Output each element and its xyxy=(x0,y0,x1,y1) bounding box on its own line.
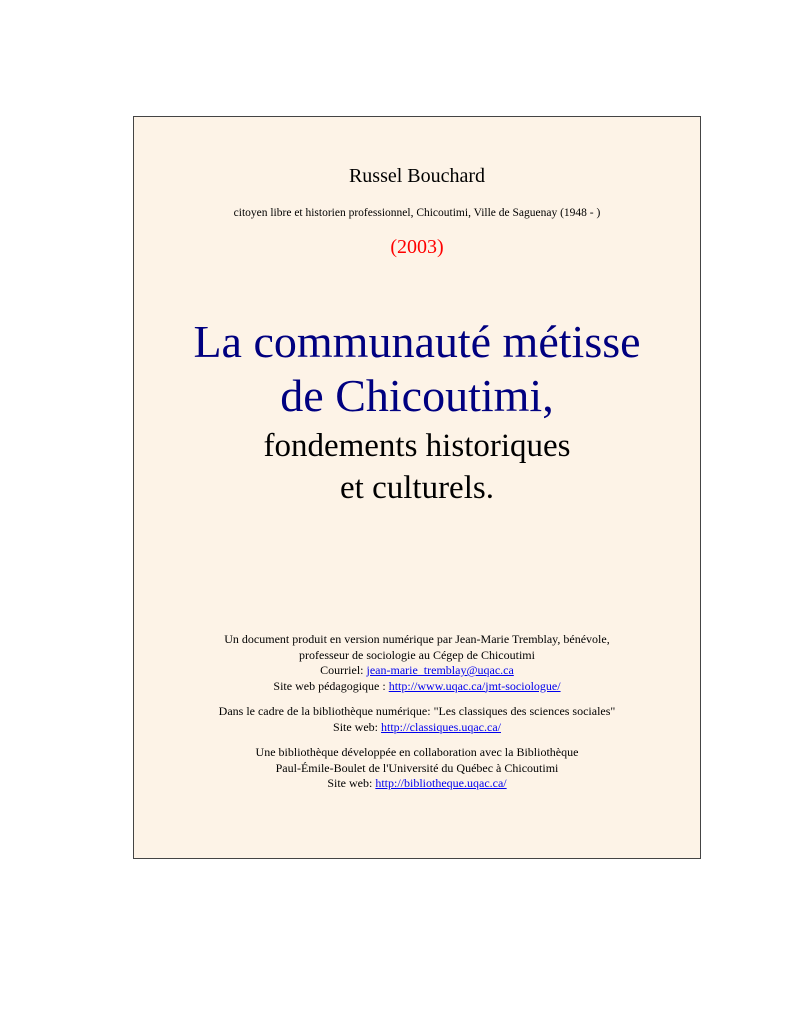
subtitle-line-1: fondements historiques xyxy=(263,428,571,464)
library-site-link[interactable]: http://bibliotheque.uqac.ca/ xyxy=(375,776,507,790)
credits-spacer xyxy=(134,735,700,745)
library-site-label: Site web: xyxy=(327,776,376,790)
classiques-site-link[interactable]: http://classiques.uqac.ca/ xyxy=(381,719,501,734)
credits-professor-line: professeur de sociologie au Cégep de Chicoutimi xyxy=(299,647,535,662)
email-label: Courriel: xyxy=(320,663,367,677)
library-line-1: Une bibliothèque développée en collaboration avec la Bibliothèque xyxy=(255,745,579,759)
credits-producer-line: Un document produit en version numérique par Jean-Marie Tremblay, bénévole, xyxy=(224,632,610,646)
classiques-site-label: Site web: xyxy=(333,719,382,734)
document-subtitle xyxy=(134,425,700,509)
credits-block-digitization xyxy=(134,632,700,694)
credits-section xyxy=(134,632,700,792)
library-line-2: Paul-Émile-Boulet de l'Université du Québec à Chicoutimi xyxy=(275,760,559,775)
author-description: citoyen libre et historien professionnel, Chicoutimi, Ville de Saguenay (1948 - ) xyxy=(233,207,601,219)
publication-year: (2003) xyxy=(390,236,444,258)
pedagogical-site-link[interactable]: http://www.uqac.ca/jmt-sociologue/ xyxy=(388,678,561,693)
credits-block-classiques xyxy=(134,704,700,735)
credits-spacer xyxy=(134,694,700,704)
classiques-site-line xyxy=(134,720,700,736)
title-line-1: La communauté métisse xyxy=(193,316,641,367)
subtitle-line-2: et culturels. xyxy=(340,470,494,506)
email-link[interactable]: jean-marie_tremblay@uqac.ca xyxy=(366,663,514,677)
classiques-line: Dans le cadre de la bibliothèque numérique: "Les classiques des sciences sociales" xyxy=(218,704,616,718)
credits-pedagogical-site-line xyxy=(134,679,700,695)
title-line-2: de Chicoutimi, xyxy=(280,370,554,421)
credits-email-line xyxy=(134,663,700,679)
credits-block-library xyxy=(134,745,700,792)
pedagogical-site-label: Site web pédagogique : xyxy=(273,678,389,693)
document-title xyxy=(134,315,700,423)
author-name: Russel Bouchard xyxy=(348,165,486,187)
library-site-line xyxy=(134,776,700,792)
title-page-panel xyxy=(133,116,701,859)
